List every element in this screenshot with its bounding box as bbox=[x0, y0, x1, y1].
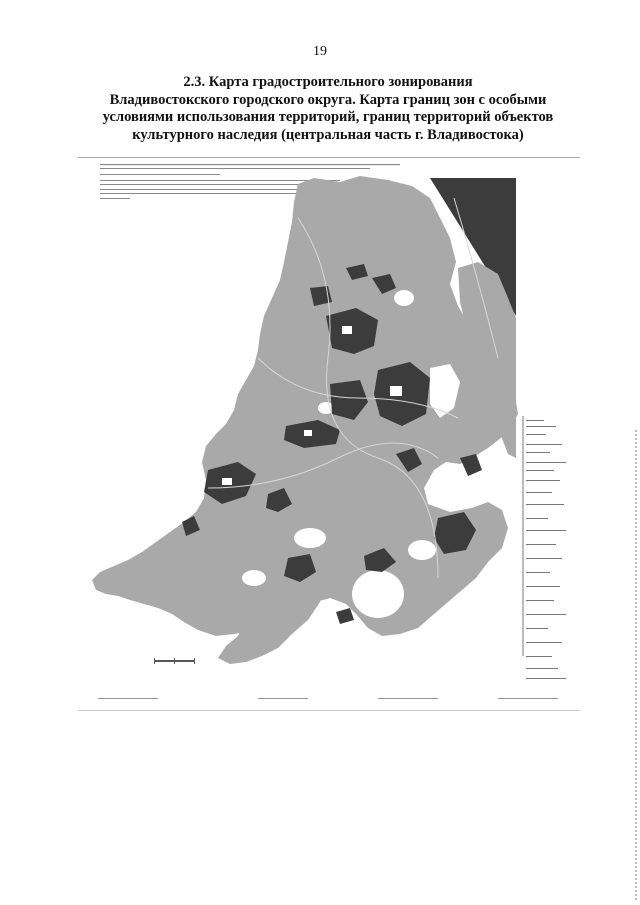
map-legend bbox=[522, 416, 566, 679]
zoning-map-drawing bbox=[78, 158, 580, 710]
frame-bottom-labels bbox=[98, 698, 558, 699]
scan-edge-artifact bbox=[635, 430, 637, 900]
scale-bar bbox=[154, 658, 195, 664]
page-heading bbox=[80, 74, 576, 144]
heading-line-3: условиями использования территорий, границ территорий объектов bbox=[102, 109, 554, 125]
heading-line-4: культурного наследия (центральная часть г. Владивостока) bbox=[132, 126, 524, 143]
heading-line-1: 2.3. Карта градостроительного зонирования bbox=[183, 74, 473, 90]
heading-line-2: Владивостокского городского округа. Карта границ зон с особыми bbox=[109, 91, 547, 108]
zoning-map bbox=[78, 157, 580, 711]
page-number: 19 bbox=[313, 44, 327, 59]
